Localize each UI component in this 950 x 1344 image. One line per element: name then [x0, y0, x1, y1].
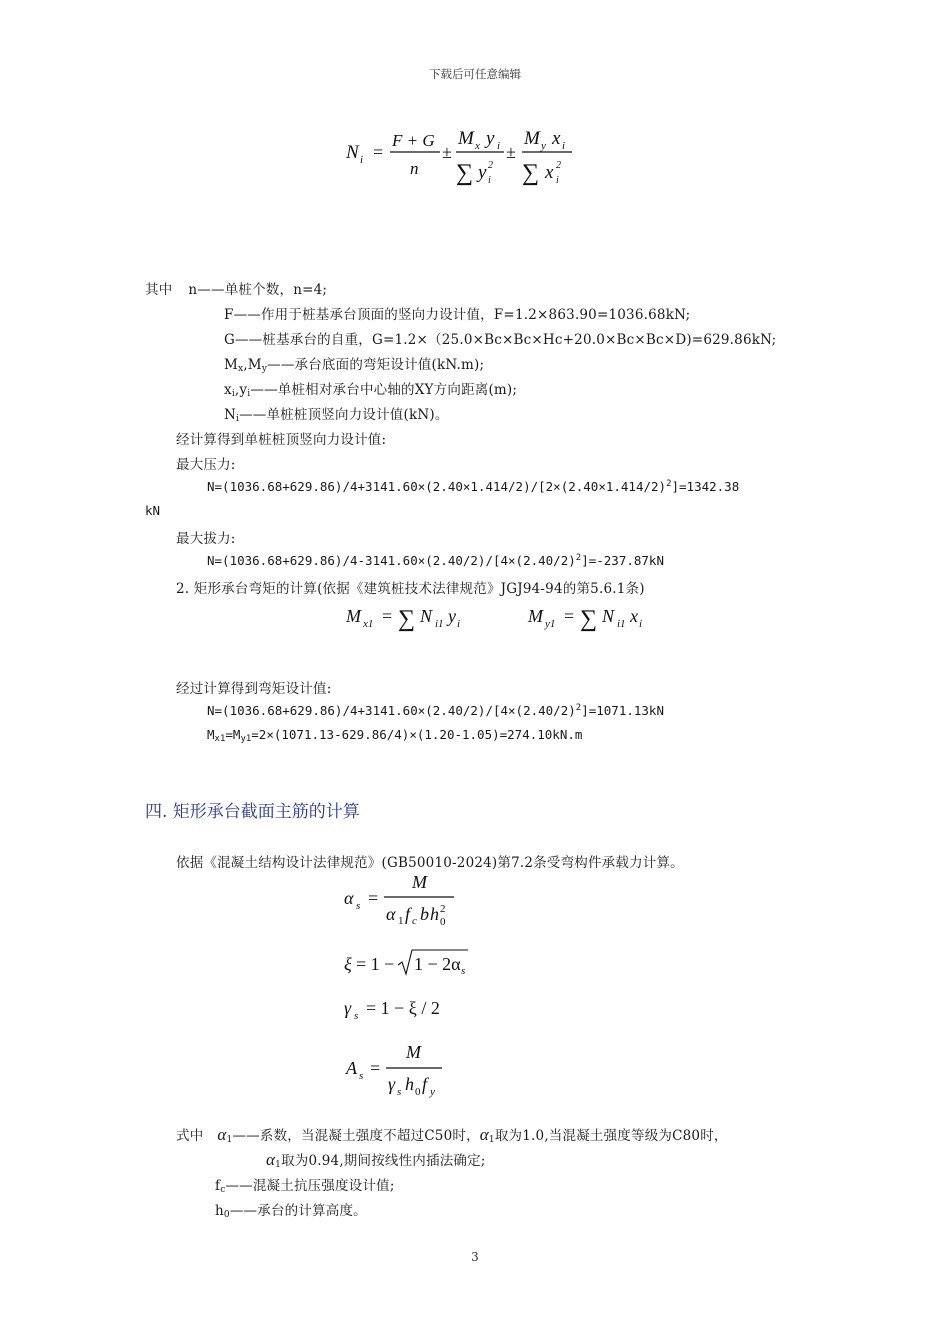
svg-text:±: ±	[506, 142, 516, 162]
svg-text:i: i	[360, 154, 364, 166]
svg-text:M: M	[412, 872, 427, 892]
calc-intro: 经计算得到单桩桩顶竖向力设计值:	[176, 432, 387, 448]
svg-text:b: b	[420, 904, 429, 924]
svg-text:2: 2	[440, 903, 446, 915]
svg-text:c: c	[412, 915, 417, 927]
svg-text:±: ±	[442, 142, 452, 162]
svg-text:=: =	[368, 888, 379, 908]
svg-text:x: x	[630, 606, 638, 626]
svg-text:= 1 − ξ / 2: = 1 − ξ / 2	[366, 998, 440, 1018]
svg-text:s: s	[359, 1070, 364, 1082]
svg-text:s: s	[461, 965, 466, 977]
basis-text: 依据《混凝土结构设计法律规范》(GB50010-2024)第7.2条受弯构件承载力计算。	[176, 855, 684, 871]
pile-force-formula	[340, 118, 590, 193]
svg-text:x: x	[545, 162, 554, 183]
svg-text:M: M	[458, 128, 474, 149]
svg-text:0: 0	[415, 1086, 421, 1098]
svg-text:=: =	[373, 142, 384, 162]
svg-text:ξ: ξ	[344, 954, 352, 974]
svg-text:F + G: F + G	[392, 131, 435, 150]
svg-text:M: M	[346, 606, 361, 626]
svg-text:i1: i1	[617, 618, 626, 630]
svg-text:s: s	[397, 1086, 402, 1098]
svg-text:f: f	[422, 1074, 428, 1094]
definition-f: F——作用于桩基承台顶面的竖向力设计值，F=1.2×863.90=1036.68kN;	[224, 307, 691, 323]
moment-n-equation: $N=(1036.68+629.86)/4+3141.60\times(2.40/2)/[4\times(2.40/2)^2]=1071.13kN$	[207, 703, 664, 718]
definition-xi-yi: $x_i,y_i——$单桩相对承台中心轴的XY方向距离(m);	[224, 382, 518, 399]
svg-text:n: n	[410, 159, 419, 178]
page-header: 下载后可任意编辑	[429, 67, 521, 81]
moment-formula	[340, 598, 670, 638]
svg-text:N: N	[420, 606, 433, 626]
svg-text:∑: ∑	[456, 160, 474, 186]
svg-text:γ: γ	[388, 1074, 396, 1094]
svg-text:1: 1	[398, 915, 404, 927]
svg-text:α: α	[386, 904, 396, 924]
svg-text:0: 0	[440, 916, 446, 928]
svg-text:= 1 −: = 1 −	[356, 954, 395, 974]
svg-text:2: 2	[488, 160, 493, 171]
svg-text:f: f	[405, 904, 411, 924]
svg-text:=: =	[564, 606, 575, 626]
svg-text:∑: ∑	[522, 160, 540, 186]
reinforcement-formulas	[340, 868, 500, 1100]
note-alpha1: 式中 $\alpha_1——$系数，当混凝土强度不超过C50时，$\alpha_1$取为1.0,当混凝土强度等级为C80时，	[176, 1125, 728, 1145]
svg-text:i: i	[562, 140, 566, 152]
svg-text:i: i	[497, 140, 501, 152]
definition-mx-my: $M_x,M_y——$承台底面的弯矩设计值(kN.m);	[224, 357, 485, 374]
svg-text:i: i	[639, 618, 643, 630]
svg-text:i: i	[488, 175, 491, 186]
svg-text:M: M	[524, 128, 540, 149]
section-heading: 四. 矩形承台截面主筋的计算	[145, 802, 360, 822]
svg-text:i1: i1	[435, 618, 444, 630]
svg-text:M: M	[528, 606, 543, 626]
formula-n: N	[346, 142, 359, 163]
note-h0: $h_0——$承台的计算高度。	[215, 1203, 367, 1220]
svg-text:s: s	[354, 1010, 359, 1022]
moment-section-title: 2. 矩形承台弯矩的计算(依据《建筑桩技术法律规范》JGJ94-94的第5.6.1条)	[176, 581, 645, 597]
definition-ni: $N_i——$单桩桩顶竖向力设计值(kN)。	[224, 407, 449, 424]
svg-text:h: h	[405, 1074, 414, 1094]
svg-text:x: x	[552, 128, 561, 149]
svg-text:i: i	[556, 175, 559, 186]
svg-text:=: =	[382, 606, 393, 626]
svg-text:x: x	[475, 140, 480, 152]
svg-text:y: y	[541, 140, 546, 152]
max-uplift-equation: $N=(1036.68+629.86)/4-3141.60\times(2.40/2)/[4\times(2.40/2)^2]=-237.87kN$	[207, 553, 664, 568]
svg-text:s: s	[356, 900, 361, 912]
svg-text:y: y	[478, 162, 487, 183]
svg-text:2: 2	[556, 160, 561, 171]
page-number: 3	[471, 1250, 479, 1264]
svg-text:y: y	[486, 128, 495, 149]
definition-g: G——桩基承台的自重，G=1.2×（25.0×Bc×Bc×Hc+20.0×Bc×Bc×D)=629.86kN;	[224, 332, 777, 348]
svg-text:i: i	[457, 618, 461, 630]
svg-text:γ: γ	[344, 998, 352, 1018]
svg-text:h: h	[430, 904, 439, 924]
max-compression-unit: kN	[145, 503, 161, 518]
svg-text:∑: ∑	[580, 606, 598, 632]
definition-n: 其中 n——单桩个数，n=4;	[145, 282, 328, 298]
svg-text:y: y	[448, 606, 456, 626]
svg-text:α: α	[344, 888, 354, 908]
svg-text:A: A	[346, 1058, 357, 1078]
svg-text:y: y	[430, 1086, 435, 1098]
svg-text:y1: y1	[545, 618, 556, 630]
svg-text:∑: ∑	[398, 606, 416, 632]
note-fc: $f_c——$混凝土抗压强度设计值;	[215, 1178, 395, 1195]
max-compression-label: 最大压力:	[176, 457, 236, 473]
max-compression-equation: $N=(1036.68+629.86)/4+3141.60\times(2.40\times 1.414/2)/[2\times(2.40\times 1.414/2)^2]=1342.38$	[207, 479, 740, 494]
moment-result-intro: 经过计算得到弯矩设计值:	[176, 681, 332, 697]
moment-value-equation: $M_{x1}=M_{y1}=2\times(1071.13-629.86/4)\times(1.20-1.05)=274.10kN.m$	[207, 727, 583, 744]
max-uplift-label: 最大拔力:	[176, 531, 236, 547]
note-alpha1-cont: $\alpha_1$取为0.94,期间按线性内插法确定;	[266, 1150, 486, 1170]
svg-text:x1: x1	[363, 618, 374, 630]
svg-text:1 − 2α: 1 − 2α	[414, 954, 461, 974]
svg-text:M: M	[406, 1042, 421, 1062]
svg-text:N: N	[602, 606, 615, 626]
svg-text:=: =	[370, 1058, 381, 1078]
